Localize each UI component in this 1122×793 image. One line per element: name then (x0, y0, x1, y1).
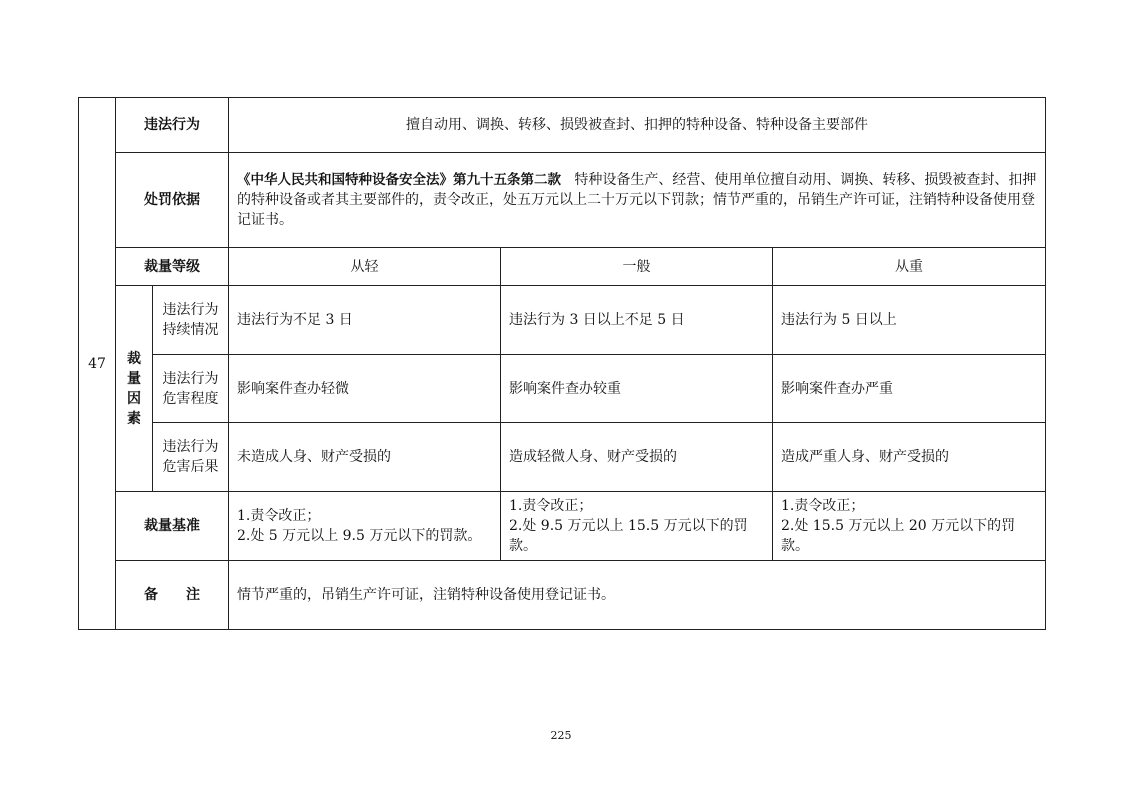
factor-consequence-general: 造成轻微人身、财产受损的 (501, 423, 773, 492)
factor-duration-heavy: 违法行为 5 日以上 (773, 286, 1046, 355)
basis-law-citation: 《中华人民共和国特种设备安全法》第九十五条第二款 (237, 172, 561, 188)
benchmark-label: 裁量基准 (116, 492, 229, 561)
basis-content (229, 153, 1046, 248)
factors-label: 裁 量 因 素 (116, 286, 153, 492)
remarks-label: 备 注 (116, 561, 229, 630)
violation-text: 擅自动用、调换、转移、损毁被查封、扣押的特种设备、特种设备主要部件 (229, 98, 1046, 153)
basis-label: 处罚依据 (116, 153, 229, 248)
factor-label-degree: 违法行为 危害程度 (153, 355, 229, 423)
benchmark-heavy: 1.责令改正； 2.处 15.5 万元以上 20 万元以下的罚款。 (773, 492, 1046, 561)
basis-text: 特种设备生产、经营、使用单位擅自动用、调换、转移、损毁被查封、扣押的特种设备或者其主要部件的，责令改正，处五万元以上二十万元以下罚款；情节严重的，吊销生产许可证，注销特种设备使用登记证书。 (237, 172, 1037, 228)
factor-duration-light: 违法行为不足 3 日 (229, 286, 501, 355)
level-heavy: 从重 (773, 248, 1046, 286)
level-light: 从轻 (229, 248, 501, 286)
factor-duration-general: 违法行为 3 日以上不足 5 日 (501, 286, 773, 355)
factor-label-consequence: 违法行为 危害后果 (153, 423, 229, 492)
page-number: 225 (550, 729, 572, 742)
row-number: 47 (79, 98, 116, 630)
factor-degree-light: 影响案件查办轻微 (229, 355, 501, 423)
factor-label-duration: 违法行为 持续情况 (153, 286, 229, 355)
factor-consequence-heavy: 造成严重人身、财产受损的 (773, 423, 1046, 492)
discretion-standard-table (78, 97, 1046, 630)
levels-label: 裁量等级 (116, 248, 229, 286)
factor-degree-general: 影响案件查办较重 (501, 355, 773, 423)
violation-label: 违法行为 (116, 98, 229, 153)
benchmark-general: 1.责令改正； 2.处 9.5 万元以上 15.5 万元以下的罚款。 (501, 492, 773, 561)
remarks-text: 情节严重的，吊销生产许可证，注销特种设备使用登记证书。 (229, 561, 1046, 630)
benchmark-light: 1.责令改正； 2.处 5 万元以上 9.5 万元以下的罚款。 (229, 492, 501, 561)
level-general: 一般 (501, 248, 773, 286)
factor-consequence-light: 未造成人身、财产受损的 (229, 423, 501, 492)
factor-degree-heavy: 影响案件查办严重 (773, 355, 1046, 423)
